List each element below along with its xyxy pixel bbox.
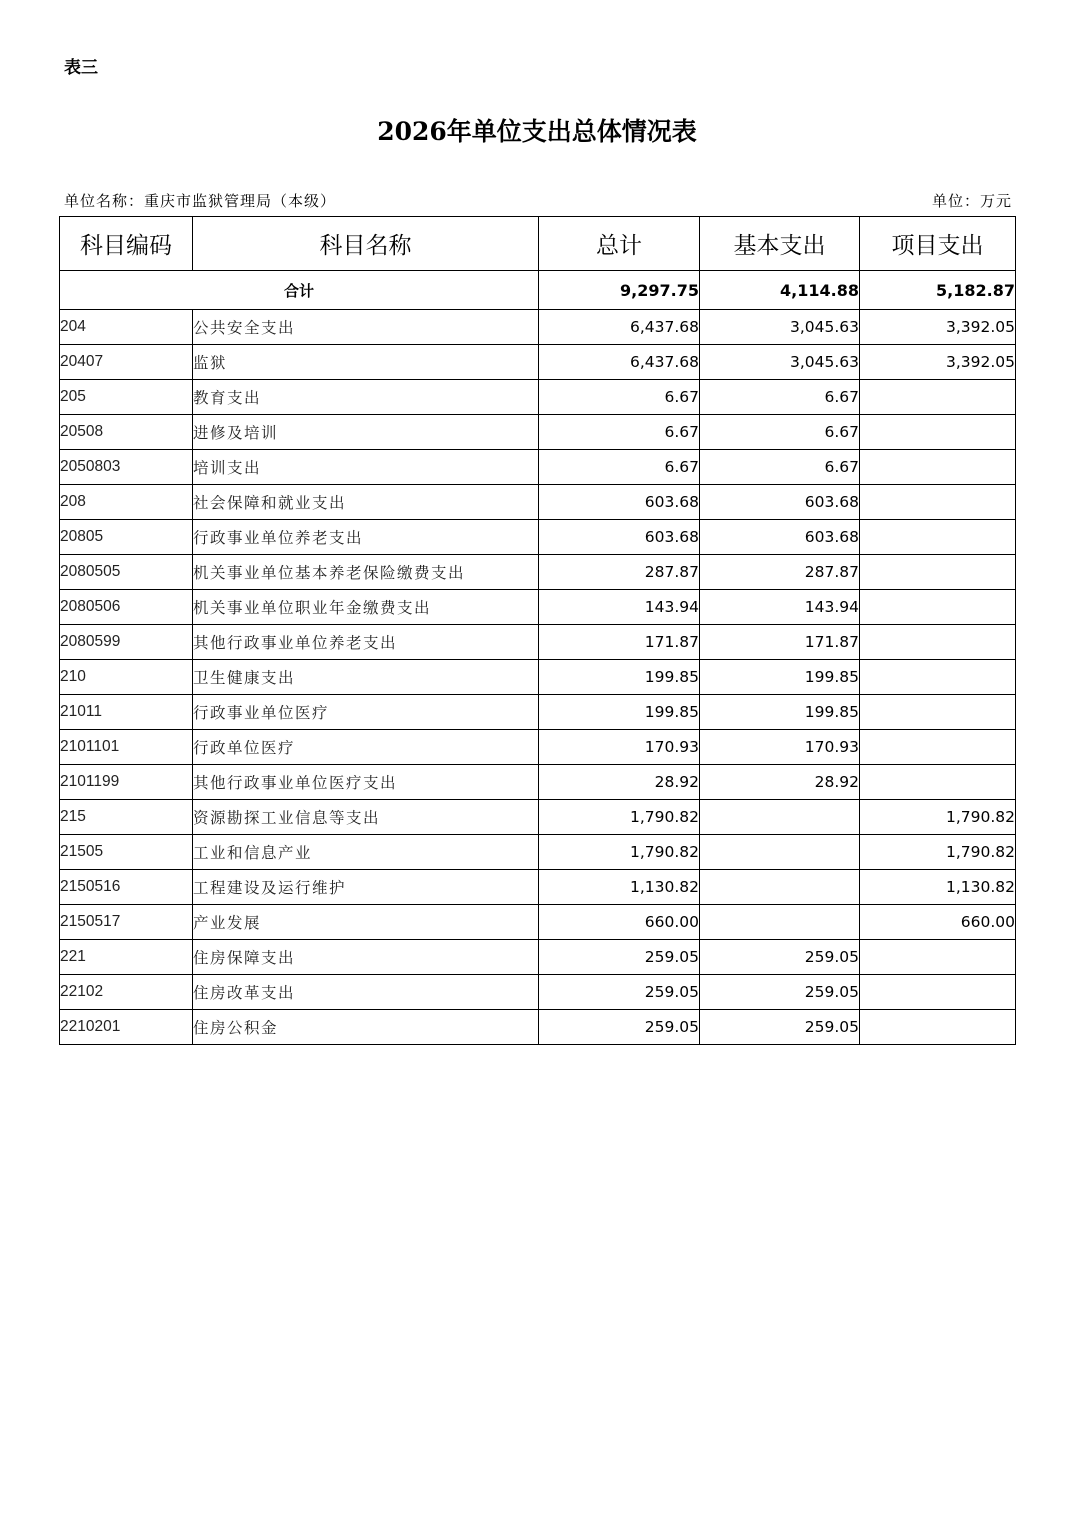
table-row [60,975,1016,1010]
row-name: 住房公积金 [193,1010,539,1045]
table-row [60,310,1016,345]
row-total: 6,437.68 [539,310,700,345]
row-project [860,590,1016,625]
row-total: 603.68 [539,520,700,555]
table-row [60,835,1016,870]
page-title: 2026年单位支出总体情况表 [377,117,697,146]
row-name: 公共安全支出 [193,310,539,345]
row-name: 进修及培训 [193,415,539,450]
row-name: 住房改革支出 [193,975,539,1010]
row-total: 6,437.68 [539,345,700,380]
row-code: 22102 [60,975,193,1010]
row-project: 1,130.82 [860,870,1016,905]
header-name: 科目名称 [193,217,539,271]
header-total: 总计 [539,217,700,271]
table-row [60,800,1016,835]
row-name: 教育支出 [193,380,539,415]
row-project [860,695,1016,730]
row-code: 2101101 [60,730,193,765]
row-code: 204 [60,310,193,345]
row-project [860,975,1016,1010]
row-basic: 199.85 [700,660,860,695]
row-project [860,660,1016,695]
row-code: 208 [60,485,193,520]
row-code: 20805 [60,520,193,555]
total-basic: 4,114.88 [700,271,860,310]
table-row [60,520,1016,555]
row-basic: 3,045.63 [700,310,860,345]
row-basic: 143.94 [700,590,860,625]
table-row [60,555,1016,590]
header-project: 项目支出 [860,217,1016,271]
table-row [60,870,1016,905]
row-code: 2101199 [60,765,193,800]
row-total: 6.67 [539,380,700,415]
row-basic: 603.68 [700,520,860,555]
row-name: 机关事业单位基本养老保险缴费支出 [193,555,539,590]
row-code: 215 [60,800,193,835]
row-name: 卫生健康支出 [193,660,539,695]
table-row [60,625,1016,660]
row-basic: 6.67 [700,415,860,450]
total-sum: 9,297.75 [539,271,700,310]
row-code: 210 [60,660,193,695]
row-name: 工程建设及运行维护 [193,870,539,905]
row-code: 2150516 [60,870,193,905]
total-label: 合计 [60,271,539,310]
row-project [860,520,1016,555]
row-basic: 3,045.63 [700,345,860,380]
row-project: 3,392.05 [860,345,1016,380]
row-total: 143.94 [539,590,700,625]
table-row [60,940,1016,975]
row-basic: 171.87 [700,625,860,660]
row-total: 1,130.82 [539,870,700,905]
row-total: 259.05 [539,975,700,1010]
expenditure-table [59,216,1016,1045]
table-row [60,905,1016,940]
row-basic [700,905,860,940]
row-code: 2050803 [60,450,193,485]
row-total: 6.67 [539,415,700,450]
row-name: 资源勘探工业信息等支出 [193,800,539,835]
table-header-row [60,217,1016,271]
row-project [860,485,1016,520]
row-basic: 28.92 [700,765,860,800]
row-code: 21011 [60,695,193,730]
row-project [860,730,1016,765]
row-name: 工业和信息产业 [193,835,539,870]
row-project: 3,392.05 [860,310,1016,345]
row-basic [700,870,860,905]
row-code: 20508 [60,415,193,450]
row-basic: 259.05 [700,940,860,975]
row-total: 259.05 [539,1010,700,1045]
row-basic: 259.05 [700,975,860,1010]
row-name: 监狱 [193,345,539,380]
row-basic: 170.93 [700,730,860,765]
row-basic: 199.85 [700,695,860,730]
row-total: 171.87 [539,625,700,660]
total-row [60,271,1016,310]
row-project: 1,790.82 [860,800,1016,835]
row-project [860,940,1016,975]
row-name: 行政事业单位养老支出 [193,520,539,555]
row-name: 行政事业单位医疗 [193,695,539,730]
row-project [860,625,1016,660]
row-project: 660.00 [860,905,1016,940]
row-code: 2210201 [60,1010,193,1045]
row-code: 2150517 [60,905,193,940]
row-total: 28.92 [539,765,700,800]
row-basic: 287.87 [700,555,860,590]
row-total: 259.05 [539,940,700,975]
table-row [60,660,1016,695]
table-label: 表三 [64,58,98,78]
row-total: 170.93 [539,730,700,765]
table-row [60,380,1016,415]
row-code: 2080599 [60,625,193,660]
row-total: 1,790.82 [539,800,700,835]
row-name: 住房保障支出 [193,940,539,975]
unit-name: 单位名称：重庆市监狱管理局（本级） [64,192,337,210]
unit-currency: 单位：万元 [931,192,1012,210]
row-name: 其他行政事业单位养老支出 [193,625,539,660]
row-basic [700,835,860,870]
row-name: 机关事业单位职业年金缴费支出 [193,590,539,625]
row-basic: 6.67 [700,450,860,485]
row-basic: 603.68 [700,485,860,520]
row-project [860,415,1016,450]
row-total: 199.85 [539,695,700,730]
row-basic [700,800,860,835]
header-basic: 基本支出 [700,217,860,271]
total-project: 5,182.87 [860,271,1016,310]
table-row [60,730,1016,765]
row-total: 660.00 [539,905,700,940]
row-name: 社会保障和就业支出 [193,485,539,520]
row-total: 287.87 [539,555,700,590]
row-code: 2080505 [60,555,193,590]
row-project [860,1010,1016,1045]
row-project [860,380,1016,415]
row-name: 产业发展 [193,905,539,940]
table-row [60,485,1016,520]
row-project: 1,790.82 [860,835,1016,870]
row-name: 行政单位医疗 [193,730,539,765]
row-total: 6.67 [539,450,700,485]
table-row [60,765,1016,800]
table-row [60,415,1016,450]
row-code: 221 [60,940,193,975]
row-total: 1,790.82 [539,835,700,870]
table-row [60,345,1016,380]
table-row [60,590,1016,625]
row-total: 199.85 [539,660,700,695]
table-row [60,1010,1016,1045]
table-row [60,450,1016,485]
row-basic: 6.67 [700,380,860,415]
row-code: 2080506 [60,590,193,625]
row-project [860,765,1016,800]
row-total: 603.68 [539,485,700,520]
row-code: 205 [60,380,193,415]
row-project [860,555,1016,590]
header-code: 科目编码 [60,217,193,271]
row-project [860,450,1016,485]
table-row [60,695,1016,730]
row-code: 20407 [60,345,193,380]
row-name: 其他行政事业单位医疗支出 [193,765,539,800]
row-name: 培训支出 [193,450,539,485]
row-code: 21505 [60,835,193,870]
row-basic: 259.05 [700,1010,860,1045]
